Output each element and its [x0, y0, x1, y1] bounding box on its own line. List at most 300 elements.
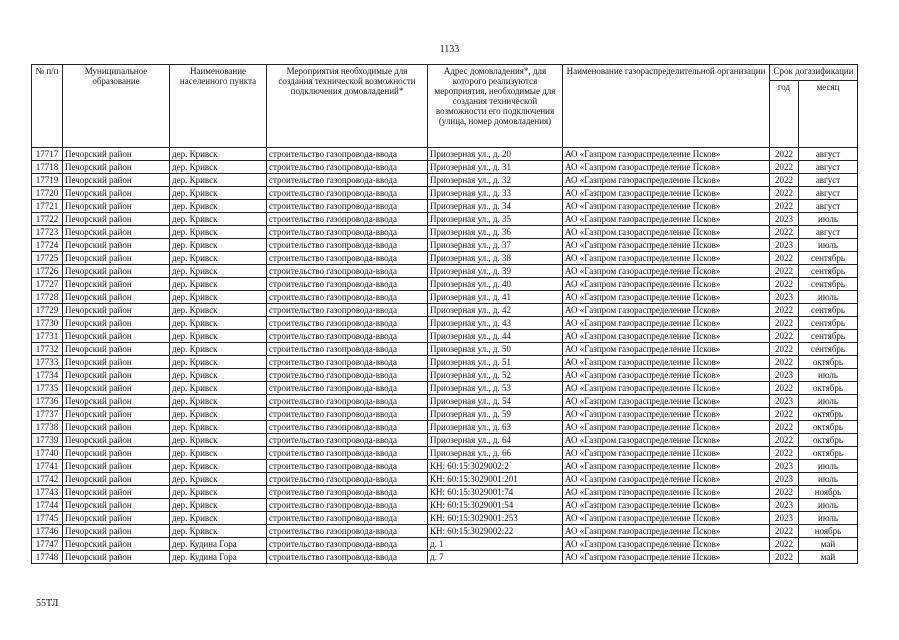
cell-measure: строительство газопровода-ввода: [267, 265, 428, 278]
cell-settlement: дер. Кривск: [170, 252, 267, 265]
cell-organization: АО «Газпром газораспределение Псков»: [563, 200, 770, 213]
cell-measure: строительство газопровода-ввода: [267, 148, 428, 161]
cell-municipality: Печорский район: [63, 187, 170, 200]
cell-measure: строительство газопровода-ввода: [267, 369, 428, 382]
header-address: Адрес домовладения*, для которого реализуются мероприятия, необходимые для создания технической возможности его подключения (улица, номер домовладения): [428, 65, 563, 148]
cell-municipality: Печорский район: [63, 447, 170, 460]
cell-num: 17723: [32, 226, 63, 239]
cell-num: 17735: [32, 382, 63, 395]
cell-month: июль: [799, 512, 858, 525]
cell-num: 17721: [32, 200, 63, 213]
cell-address: Приозерная ул., д. 44: [428, 330, 563, 343]
cell-month: сентябрь: [799, 343, 858, 356]
page-number: 1133: [439, 44, 460, 55]
cell-settlement: дер. Кривск: [170, 239, 267, 252]
cell-year: 2023: [770, 369, 799, 382]
cell-measure: строительство газопровода-ввода: [267, 317, 428, 330]
cell-year: 2022: [770, 161, 799, 174]
cell-measure: строительство газопровода-ввода: [267, 330, 428, 343]
cell-measure: строительство газопровода-ввода: [267, 291, 428, 304]
cell-municipality: Печорский район: [63, 512, 170, 525]
cell-month: октябрь: [799, 434, 858, 447]
header-settlement: Наименование населенного пункта: [170, 65, 267, 148]
cell-address: Приозерная ул., д. 52: [428, 369, 563, 382]
cell-month: август: [799, 174, 858, 187]
cell-measure: строительство газопровода-ввода: [267, 525, 428, 538]
cell-municipality: Печорский район: [63, 200, 170, 213]
cell-month: июль: [799, 213, 858, 226]
cell-settlement: дер. Кривск: [170, 512, 267, 525]
cell-address: Приозерная ул., д. 66: [428, 447, 563, 460]
cell-address: КН: 60:15:3029002:2: [428, 460, 563, 473]
cell-year: 2023: [770, 213, 799, 226]
cell-num: 17725: [32, 252, 63, 265]
table-row: [32, 343, 858, 356]
cell-month: август: [799, 148, 858, 161]
cell-organization: АО «Газпром газораспределение Псков»: [563, 265, 770, 278]
cell-year: 2022: [770, 486, 799, 499]
cell-year: 2022: [770, 200, 799, 213]
cell-settlement: дер. Кривск: [170, 291, 267, 304]
cell-measure: строительство газопровода-ввода: [267, 551, 428, 564]
cell-municipality: Печорский район: [63, 278, 170, 291]
table-row: [32, 200, 858, 213]
table-row: [32, 226, 858, 239]
cell-address: Приозерная ул., д. 43: [428, 317, 563, 330]
cell-settlement: дер. Кривск: [170, 473, 267, 486]
cell-measure: строительство газопровода-ввода: [267, 460, 428, 473]
cell-organization: АО «Газпром газораспределение Псков»: [563, 447, 770, 460]
cell-measure: строительство газопровода-ввода: [267, 486, 428, 499]
table-row: [32, 213, 858, 226]
cell-month: июль: [799, 395, 858, 408]
cell-measure: строительство газопровода-ввода: [267, 382, 428, 395]
cell-month: сентябрь: [799, 265, 858, 278]
cell-num: 17741: [32, 460, 63, 473]
cell-municipality: Печорский район: [63, 330, 170, 343]
cell-settlement: дер. Кривск: [170, 174, 267, 187]
table-row: [32, 486, 858, 499]
cell-num: 17734: [32, 369, 63, 382]
cell-municipality: Печорский район: [63, 408, 170, 421]
cell-num: 17731: [32, 330, 63, 343]
cell-num: 17719: [32, 174, 63, 187]
cell-num: 17733: [32, 356, 63, 369]
cell-address: Приозерная ул., д. 51: [428, 356, 563, 369]
cell-address: Приозерная ул., д. 41: [428, 291, 563, 304]
cell-year: 2022: [770, 174, 799, 187]
table-row: [32, 551, 858, 564]
cell-address: Приозерная ул., д. 64: [428, 434, 563, 447]
cell-municipality: Печорский район: [63, 213, 170, 226]
cell-year: 2022: [770, 304, 799, 317]
cell-num: 17724: [32, 239, 63, 252]
cell-organization: АО «Газпром газораспределение Псков»: [563, 538, 770, 551]
cell-num: 17737: [32, 408, 63, 421]
cell-year: 2023: [770, 473, 799, 486]
cell-organization: АО «Газпром газораспределение Псков»: [563, 434, 770, 447]
cell-measure: строительство газопровода-ввода: [267, 356, 428, 369]
cell-address: Приозерная ул., д. 37: [428, 239, 563, 252]
table-row: [32, 512, 858, 525]
cell-settlement: дер. Кривск: [170, 525, 267, 538]
cell-measure: строительство газопровода-ввода: [267, 174, 428, 187]
cell-municipality: Печорский район: [63, 525, 170, 538]
cell-settlement: дер. Кривск: [170, 148, 267, 161]
cell-organization: АО «Газпром газораспределение Псков»: [563, 382, 770, 395]
header-deadline: Срок догазификации: [770, 65, 858, 81]
gasification-table: [31, 64, 858, 564]
cell-settlement: дер. Кривск: [170, 369, 267, 382]
cell-month: июль: [799, 499, 858, 512]
cell-address: КН: 60:15:3029001:201: [428, 473, 563, 486]
cell-organization: АО «Газпром газораспределение Псков»: [563, 252, 770, 265]
header-measures: Мероприятия необходимые для создания технической возможности подключения домовладений*: [267, 65, 428, 148]
cell-address: Приозерная ул., д. 63: [428, 421, 563, 434]
cell-year: 2022: [770, 330, 799, 343]
cell-measure: строительство газопровода-ввода: [267, 408, 428, 421]
header-month: месяц: [799, 81, 858, 148]
cell-settlement: дер. Кривск: [170, 330, 267, 343]
cell-municipality: Печорский район: [63, 434, 170, 447]
cell-num: 17726: [32, 265, 63, 278]
cell-municipality: Печорский район: [63, 551, 170, 564]
cell-month: сентябрь: [799, 317, 858, 330]
cell-num: 17745: [32, 512, 63, 525]
cell-num: 17739: [32, 434, 63, 447]
cell-address: д. 7: [428, 551, 563, 564]
cell-num: 17717: [32, 148, 63, 161]
cell-year: 2022: [770, 252, 799, 265]
cell-measure: строительство газопровода-ввода: [267, 252, 428, 265]
cell-settlement: дер. Кривск: [170, 161, 267, 174]
cell-year: 2022: [770, 447, 799, 460]
cell-measure: строительство газопровода-ввода: [267, 304, 428, 317]
cell-num: 17730: [32, 317, 63, 330]
cell-organization: АО «Газпром газораспределение Псков»: [563, 395, 770, 408]
cell-address: КН: 60:15:3029001:54: [428, 499, 563, 512]
cell-year: 2022: [770, 421, 799, 434]
table-row: [32, 356, 858, 369]
cell-measure: строительство газопровода-ввода: [267, 499, 428, 512]
cell-organization: АО «Газпром газораспределение Псков»: [563, 460, 770, 473]
cell-year: 2023: [770, 239, 799, 252]
cell-num: 17718: [32, 161, 63, 174]
cell-year: 2022: [770, 343, 799, 356]
cell-organization: АО «Газпром газораспределение Псков»: [563, 369, 770, 382]
cell-organization: АО «Газпром газораспределение Псков»: [563, 161, 770, 174]
cell-year: 2022: [770, 356, 799, 369]
cell-municipality: Печорский район: [63, 499, 170, 512]
cell-month: август: [799, 226, 858, 239]
cell-month: июль: [799, 291, 858, 304]
cell-month: сентябрь: [799, 330, 858, 343]
table-row: [32, 148, 858, 161]
cell-month: май: [799, 551, 858, 564]
cell-settlement: дер. Кривск: [170, 356, 267, 369]
cell-address: Приозерная ул., д. 39: [428, 265, 563, 278]
cell-month: октябрь: [799, 447, 858, 460]
cell-settlement: дер. Кривск: [170, 304, 267, 317]
cell-num: 17727: [32, 278, 63, 291]
table-body: [32, 148, 858, 564]
header-municipality: Муниципальное образование: [63, 65, 170, 148]
cell-measure: строительство газопровода-ввода: [267, 434, 428, 447]
cell-measure: строительство газопровода-ввода: [267, 421, 428, 434]
cell-municipality: Печорский район: [63, 486, 170, 499]
cell-year: 2022: [770, 226, 799, 239]
cell-settlement: дер. Кривск: [170, 226, 267, 239]
cell-organization: АО «Газпром газораспределение Псков»: [563, 148, 770, 161]
cell-num: 17732: [32, 343, 63, 356]
cell-month: август: [799, 161, 858, 174]
cell-month: август: [799, 187, 858, 200]
cell-settlement: дер. Кривск: [170, 343, 267, 356]
cell-address: Приозерная ул., д. 38: [428, 252, 563, 265]
cell-organization: АО «Газпром газораспределение Псков»: [563, 330, 770, 343]
cell-municipality: Печорский район: [63, 304, 170, 317]
cell-year: 2022: [770, 538, 799, 551]
cell-organization: АО «Газпром газораспределение Псков»: [563, 187, 770, 200]
cell-measure: строительство газопровода-ввода: [267, 512, 428, 525]
cell-address: Приозерная ул., д. 54: [428, 395, 563, 408]
cell-num: 17736: [32, 395, 63, 408]
cell-address: КН: 60:15:3029001:74: [428, 486, 563, 499]
cell-measure: строительство газопровода-ввода: [267, 187, 428, 200]
cell-municipality: Печорский район: [63, 265, 170, 278]
cell-num: 17720: [32, 187, 63, 200]
cell-organization: АО «Газпром газораспределение Псков»: [563, 512, 770, 525]
cell-organization: АО «Газпром газораспределение Псков»: [563, 304, 770, 317]
cell-settlement: дер. Кривск: [170, 434, 267, 447]
cell-num: 17728: [32, 291, 63, 304]
table-row: [32, 369, 858, 382]
cell-address: Приозерная ул., д. 33: [428, 187, 563, 200]
cell-organization: АО «Газпром газораспределение Псков»: [563, 291, 770, 304]
table-row: [32, 317, 858, 330]
cell-address: Приозерная ул., д. 31: [428, 161, 563, 174]
cell-num: 17740: [32, 447, 63, 460]
table-row: [32, 460, 858, 473]
cell-organization: АО «Газпром газораспределение Псков»: [563, 421, 770, 434]
table-row: [32, 291, 858, 304]
cell-measure: строительство газопровода-ввода: [267, 473, 428, 486]
table-row: [32, 421, 858, 434]
cell-measure: строительство газопровода-ввода: [267, 343, 428, 356]
cell-month: ноябрь: [799, 486, 858, 499]
cell-organization: АО «Газпром газораспределение Псков»: [563, 525, 770, 538]
cell-year: 2023: [770, 499, 799, 512]
cell-num: 17746: [32, 525, 63, 538]
cell-month: июль: [799, 460, 858, 473]
footer-code: 55ТЛ: [36, 598, 59, 609]
cell-measure: строительство газопровода-ввода: [267, 239, 428, 252]
cell-settlement: дер. Кривск: [170, 278, 267, 291]
cell-settlement: дер. Кривск: [170, 460, 267, 473]
table-row: [32, 447, 858, 460]
cell-year: 2022: [770, 317, 799, 330]
cell-settlement: дер. Кривск: [170, 499, 267, 512]
table-row: [32, 538, 858, 551]
cell-num: 17747: [32, 538, 63, 551]
header-year: год: [770, 81, 799, 148]
cell-year: 2023: [770, 291, 799, 304]
cell-month: октябрь: [799, 356, 858, 369]
table-row: [32, 174, 858, 187]
cell-address: Приозерная ул., д. 32: [428, 174, 563, 187]
cell-organization: АО «Газпром газораспределение Псков»: [563, 499, 770, 512]
cell-settlement: дер. Кривск: [170, 317, 267, 330]
cell-organization: АО «Газпром газораспределение Псков»: [563, 213, 770, 226]
cell-year: 2022: [770, 265, 799, 278]
cell-year: 2022: [770, 408, 799, 421]
cell-year: 2022: [770, 525, 799, 538]
cell-address: д. 1: [428, 538, 563, 551]
cell-settlement: дер. Кривск: [170, 213, 267, 226]
cell-year: 2023: [770, 460, 799, 473]
cell-municipality: Печорский район: [63, 174, 170, 187]
cell-municipality: Печорский район: [63, 161, 170, 174]
cell-organization: АО «Газпром газораспределение Псков»: [563, 226, 770, 239]
cell-measure: строительство газопровода-ввода: [267, 538, 428, 551]
cell-settlement: дер. Кудина Гора: [170, 551, 267, 564]
cell-month: июль: [799, 473, 858, 486]
cell-organization: АО «Газпром газораспределение Псков»: [563, 486, 770, 499]
table-header: [32, 65, 858, 148]
cell-settlement: дер. Кривск: [170, 408, 267, 421]
table-row: [32, 525, 858, 538]
table-row: [32, 265, 858, 278]
cell-settlement: дер. Кудина Гора: [170, 538, 267, 551]
cell-organization: АО «Газпром газораспределение Псков»: [563, 551, 770, 564]
cell-measure: строительство газопровода-ввода: [267, 447, 428, 460]
cell-address: Приозерная ул., д. 36: [428, 226, 563, 239]
cell-month: октябрь: [799, 421, 858, 434]
cell-num: 17743: [32, 486, 63, 499]
cell-measure: строительство газопровода-ввода: [267, 226, 428, 239]
cell-address: Приозерная ул., д. 50: [428, 343, 563, 356]
cell-settlement: дер. Кривск: [170, 265, 267, 278]
cell-measure: строительство газопровода-ввода: [267, 161, 428, 174]
cell-address: Приозерная ул., д. 35: [428, 213, 563, 226]
cell-settlement: дер. Кривск: [170, 395, 267, 408]
cell-month: ноябрь: [799, 525, 858, 538]
cell-address: Приозерная ул., д. 20: [428, 148, 563, 161]
cell-municipality: Печорский район: [63, 239, 170, 252]
table-row: [32, 395, 858, 408]
cell-num: 17748: [32, 551, 63, 564]
cell-municipality: Печорский район: [63, 369, 170, 382]
cell-address: Приозерная ул., д. 59: [428, 408, 563, 421]
cell-municipality: Печорский район: [63, 421, 170, 434]
cell-organization: АО «Газпром газораспределение Псков»: [563, 408, 770, 421]
table-row: [32, 330, 858, 343]
table-row: [32, 434, 858, 447]
cell-municipality: Печорский район: [63, 356, 170, 369]
cell-address: КН: 60:15:3029001:253: [428, 512, 563, 525]
cell-address: КН: 60:15:3029002:22: [428, 525, 563, 538]
cell-year: 2023: [770, 512, 799, 525]
cell-month: октябрь: [799, 408, 858, 421]
cell-measure: строительство газопровода-ввода: [267, 278, 428, 291]
cell-address: Приозерная ул., д. 42: [428, 304, 563, 317]
cell-num: 17744: [32, 499, 63, 512]
cell-month: июль: [799, 239, 858, 252]
cell-settlement: дер. Кривск: [170, 187, 267, 200]
cell-measure: строительство газопровода-ввода: [267, 213, 428, 226]
cell-municipality: Печорский район: [63, 382, 170, 395]
cell-month: май: [799, 538, 858, 551]
cell-num: 17722: [32, 213, 63, 226]
cell-num: 17738: [32, 421, 63, 434]
cell-address: Приозерная ул., д. 53: [428, 382, 563, 395]
cell-municipality: Печорский район: [63, 226, 170, 239]
cell-organization: АО «Газпром газораспределение Псков»: [563, 356, 770, 369]
table-row: [32, 161, 858, 174]
cell-municipality: Печорский район: [63, 252, 170, 265]
cell-address: Приозерная ул., д. 34: [428, 200, 563, 213]
cell-organization: АО «Газпром газораспределение Псков»: [563, 473, 770, 486]
cell-settlement: дер. Кривск: [170, 486, 267, 499]
cell-address: Приозерная ул., д. 40: [428, 278, 563, 291]
cell-month: сентябрь: [799, 304, 858, 317]
cell-settlement: дер. Кривск: [170, 382, 267, 395]
cell-municipality: Печорский район: [63, 317, 170, 330]
table-row: [32, 499, 858, 512]
table-row: [32, 187, 858, 200]
cell-municipality: Печорский район: [63, 343, 170, 356]
header-organization: Наименование газораспределительной организации: [563, 65, 770, 148]
cell-settlement: дер. Кривск: [170, 200, 267, 213]
table-row: [32, 239, 858, 252]
cell-year: 2022: [770, 382, 799, 395]
cell-year: 2022: [770, 148, 799, 161]
cell-num: 17729: [32, 304, 63, 317]
cell-month: сентябрь: [799, 252, 858, 265]
table-row: [32, 278, 858, 291]
cell-organization: АО «Газпром газораспределение Псков»: [563, 343, 770, 356]
cell-organization: АО «Газпром газораспределение Псков»: [563, 317, 770, 330]
table-row: [32, 408, 858, 421]
cell-month: август: [799, 200, 858, 213]
cell-month: сентябрь: [799, 278, 858, 291]
cell-settlement: дер. Кривск: [170, 447, 267, 460]
cell-organization: АО «Газпром газораспределение Псков»: [563, 174, 770, 187]
cell-municipality: Печорский район: [63, 538, 170, 551]
table-row: [32, 304, 858, 317]
cell-measure: строительство газопровода-ввода: [267, 200, 428, 213]
cell-year: 2022: [770, 434, 799, 447]
cell-municipality: Печорский район: [63, 460, 170, 473]
cell-settlement: дер. Кривск: [170, 421, 267, 434]
cell-organization: АО «Газпром газораспределение Псков»: [563, 239, 770, 252]
table-row: [32, 473, 858, 486]
table-row: [32, 382, 858, 395]
cell-month: июль: [799, 369, 858, 382]
cell-year: 2022: [770, 278, 799, 291]
cell-organization: АО «Газпром газораспределение Псков»: [563, 278, 770, 291]
cell-month: октябрь: [799, 382, 858, 395]
cell-year: 2022: [770, 187, 799, 200]
cell-measure: строительство газопровода-ввода: [267, 395, 428, 408]
cell-municipality: Печорский район: [63, 291, 170, 304]
cell-municipality: Печорский район: [63, 148, 170, 161]
cell-municipality: Печорский район: [63, 473, 170, 486]
cell-municipality: Печорский район: [63, 395, 170, 408]
header-num: № п/п: [32, 65, 63, 148]
table-row: [32, 252, 858, 265]
cell-year: 2022: [770, 551, 799, 564]
